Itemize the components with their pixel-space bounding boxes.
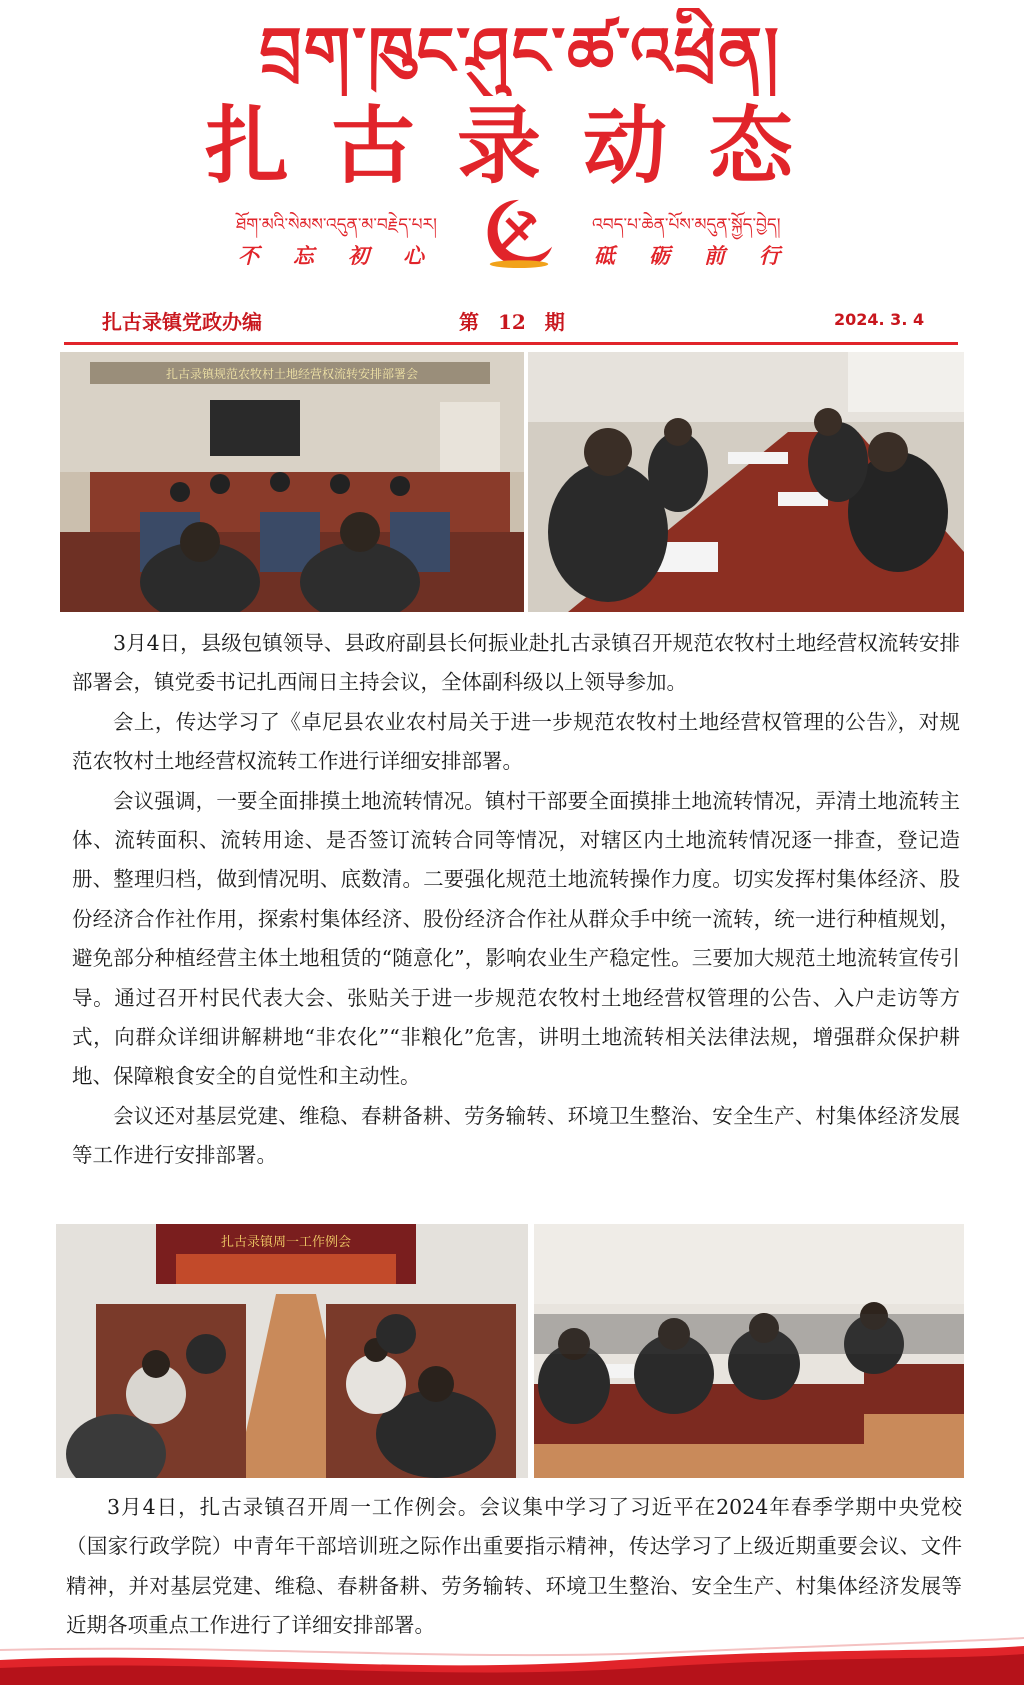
article-weekly-meeting [66,1488,962,1646]
issue-number: 第 12 期 [459,310,565,334]
slogan-right-tibetan: འབད་པ་ཆེན་པོས་མདུན་སྐྱོད་བྱེད། [592,215,781,235]
header-divider [64,342,958,345]
meeting-banner-top: 扎古录镇规范农牧村土地经营权流转安排部署会 [165,367,419,381]
article1-paragraph: 会议还对基层党建、维稳、春耕备耕、劳务输转、环境卫生整治、安全生产、村集体经济发展等工作进行安排部署。 [72,1103,960,1168]
masthead [0,0,1024,320]
slogan-left-tibetan: ཐོག་མའི་སེམས་འདུན་མ་བརྗེད་པར། [236,215,437,235]
chinese-title: 扎古录动态 [204,97,835,195]
editor-label: 扎古录镇党政办编 [102,310,262,334]
meeting-photo-top-left [60,352,524,612]
article-land-transfer [72,624,960,1176]
article1-paragraph: 3月4日，县级包镇领导、县政府副县长何振业赴扎古录镇召开规范农牧村土地经营权流转安排部署会，镇党委书记扎西闹日主持会议，全体副科级以上领导参加。 [72,631,960,695]
meeting-photo-top-right [528,352,964,612]
meeting-photo-bottom-left [56,1224,528,1478]
party-emblem-icon [480,196,558,270]
meeting-photo-bottom-right [534,1224,964,1478]
footer-wave-decoration [0,1632,1024,1685]
slogan-left-chinese: 不忘初心 [238,243,458,268]
weekly-meeting-banner: 扎古录镇周一工作例会 [220,1235,352,1250]
tibetan-title: བྲག་ཁུང་ཤུང་ཚ་འཕྲིན། [259,13,781,90]
issue-info-bar [64,300,960,340]
article2-paragraph: 3月4日，扎古录镇召开周一工作例会。会议集中学习了习近平在2024年春季学期中央党校（国家行政学院）中青年干部培训班之际作出重要指示精神，传达学习了上级近期重要会议、文件精神，并对基层党建、维稳、春耕备耕、劳务输转、环境卫生整治、安全生产、村集体经济发展等近期各项重点工作进行了详细安排部署。 [66,1495,962,1638]
article1-paragraph: 会上，传达学习了《卓尼县农业农村局关于进一步规范农牧村土地经营权管理的公告》，对规范农牧村土地经营权流转工作进行详细安排部署。 [72,709,960,774]
issue-date: 2024. 3. 4 [834,310,925,329]
article1-paragraph: 会议强调，一要全面排摸土地流转情况。镇村干部要全面摸排土地流转情况，弄清土地流转主体、流转面积、流转用途、是否签订流转合同等情况，对辖区内土地流转情况逐一排查，登记造册、整理归档，做到情况明、底数清。二要强化规范土地流转操作力度。切实发挥村集体经济、股份经济合作社作用，探索村集体经济、股份经济合作社从群众手中统一流转，统一进行种植规划，避免部分种植经营主体土地租赁的“随意化”，影响农业生产稳定性。三要加大规范土地流转宣传引导。通过召开村民代表大会、张贴关于进一步规范农牧村土地经营权管理的公告、入户走访等方式，向群众详细讲解耕地“非农化”“非粮化”危害，讲明土地流转相关法律法规，增强群众保护耕地、保障粮食安全的自觉性和主动性。 [72,788,960,1089]
slogan-right-chinese: 砥砺前行 [594,243,814,268]
